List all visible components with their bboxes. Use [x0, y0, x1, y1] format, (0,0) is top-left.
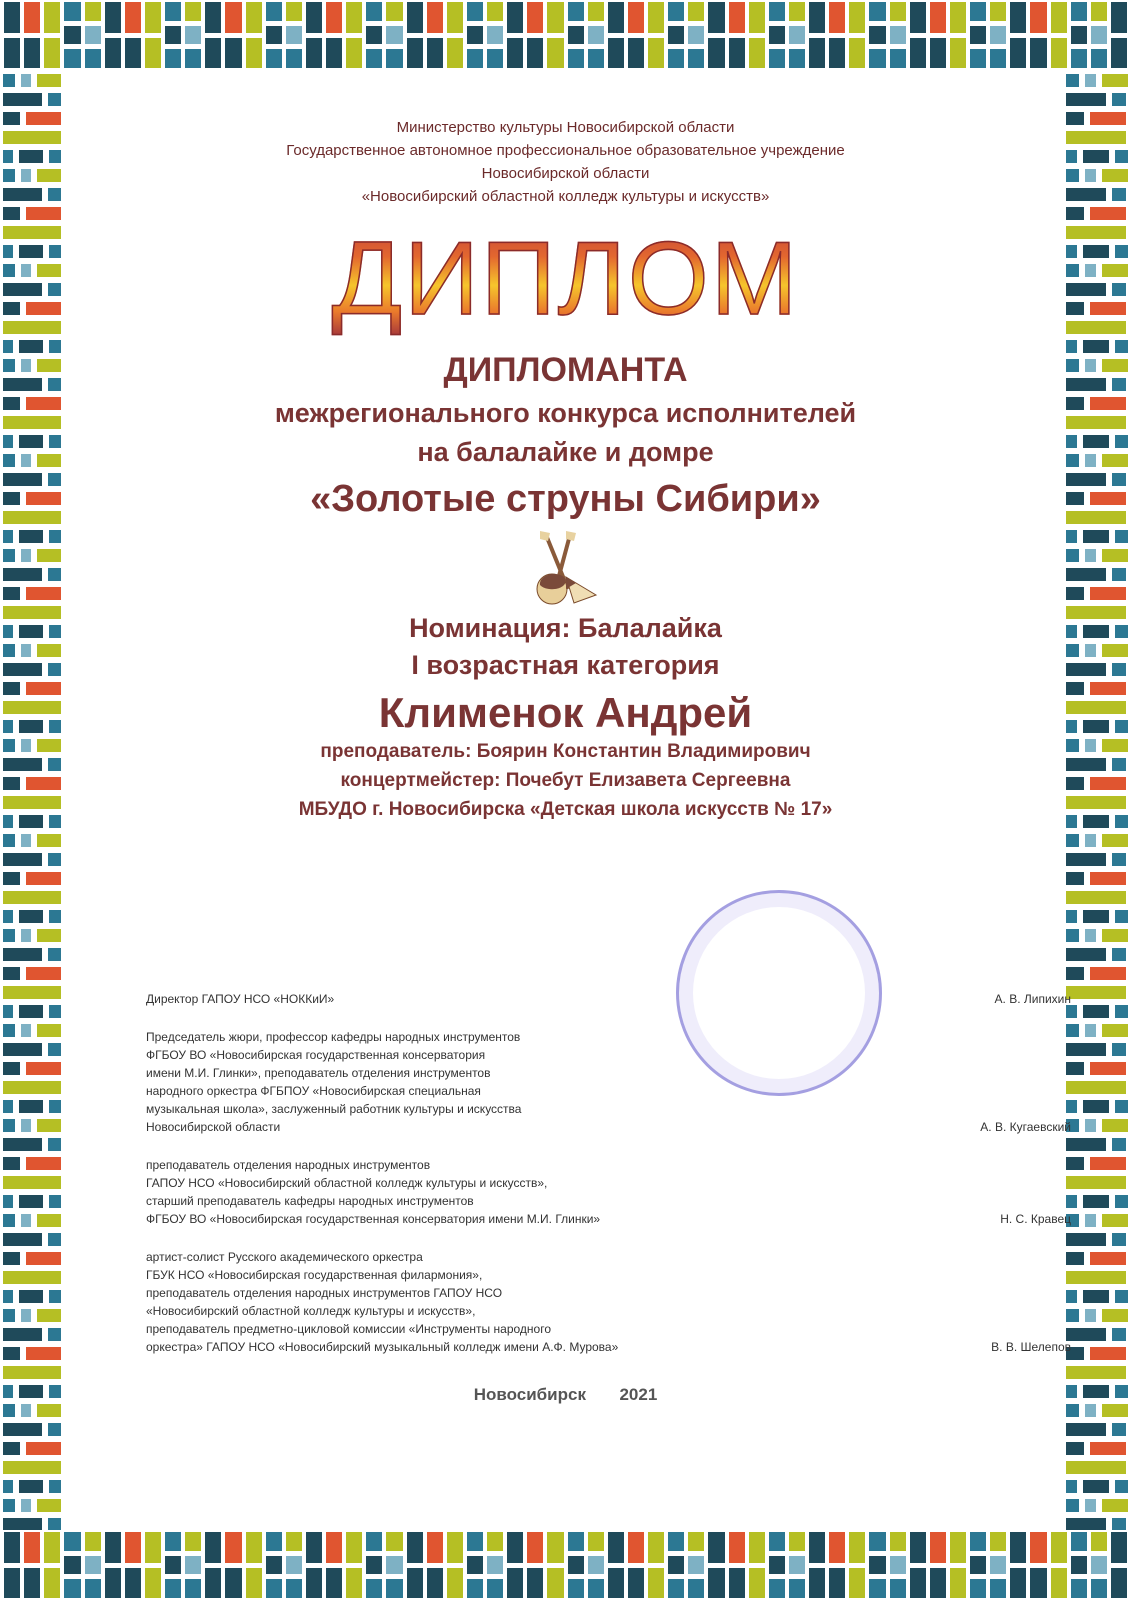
recipient-name: Клименок Андрей: [378, 689, 753, 736]
document-title: ДИПЛОМ: [70, 222, 1061, 337]
contest-line: межрегионального конкурса исполнителей: [274, 398, 857, 428]
teacher: преподаватель: Боярин Константин Владимирович: [320, 741, 811, 762]
signatory-title: Новосибирской области: [146, 1120, 281, 1134]
signature-block: [146, 1248, 1071, 1356]
signatory-title: преподаватель предметно-цикловой комиссии «Инструменты народного: [146, 1322, 551, 1336]
accompanist: концертмейстер: Почебут Елизавета Сергеевна: [340, 770, 791, 791]
signatory-title: артист-солист Русского академического оркестра: [146, 1250, 423, 1264]
balalaika-domra-icon: [526, 527, 606, 607]
signatory-name: А. В. Кугаевский: [980, 1120, 1071, 1134]
decorative-border-left: [0, 70, 64, 1530]
signatory-title: ГАПОУ НСО «Новосибирский областной колледж культуры и искусств»,: [146, 1176, 548, 1190]
city: Новосибирск: [473, 1385, 586, 1404]
signatory-title: Председатель жюри, профессор кафедры народных инструментов: [146, 1030, 521, 1044]
decorative-border-top: [0, 0, 1131, 70]
age-category: I возрастная категория: [411, 650, 720, 680]
signatory-title: преподаватель отделения народных инструментов ГАПОУ НСО: [146, 1286, 503, 1300]
nomination: Номинация: Балалайка: [409, 613, 722, 643]
issuer-line: Новосибирской области: [481, 165, 650, 182]
issuer-line: «Новосибирский областной колледж культуры и искусств»: [361, 188, 770, 205]
signatures-section: [146, 910, 1071, 1376]
signature-block: [146, 1156, 1071, 1228]
decorative-border-bottom: [0, 1530, 1131, 1600]
signatory-title: имени М.И. Глинки», преподаватель отделения инструментов: [146, 1066, 491, 1080]
degree-title: ДИПЛОМАНТА: [443, 351, 688, 389]
signatory-title: старший преподаватель кафедры народных инструментов: [146, 1194, 474, 1208]
year: 2021: [619, 1385, 658, 1404]
signatory-name: А. В. Липихин: [994, 992, 1071, 1006]
contest-line: на балалайке и домре: [417, 437, 714, 467]
signatory-name: В. В. Шелепов: [991, 1340, 1071, 1354]
signatory-title: Директор ГАПОУ НСО «НОККиИ»: [146, 992, 335, 1006]
signature-block: [146, 990, 1071, 1008]
signatory-title: ФГБОУ ВО «Новосибирская государственная консерватория имени М.И. Глинки»: [146, 1212, 601, 1226]
signatory-title: оркестра» ГАПОУ НСО «Новосибирский музыкальный колледж имени А.Ф. Мурова»: [146, 1340, 619, 1354]
signatory-title: ФГБОУ ВО «Новосибирская государственная консерватория: [146, 1048, 486, 1062]
school: МБУДО г. Новосибирска «Детская школа искусств № 17»: [298, 799, 833, 820]
signatory-name: Н. С. Кравец: [1000, 1212, 1071, 1226]
signatory-title: музыкальная школа», заслуженный работник культуры и искусства: [146, 1102, 522, 1116]
issuer-line: Министерство культуры Новосибирской области: [396, 119, 735, 136]
signature-block: [146, 1028, 1071, 1136]
signatory-title: преподаватель отделения народных инструментов: [146, 1158, 431, 1172]
contest-name: «Золотые струны Сибири»: [310, 478, 821, 520]
signatory-title: «Новосибирский областной колледж культуры и искусств»,: [146, 1304, 476, 1318]
decorative-border-right: [1063, 70, 1131, 1530]
issuer-line: Государственное автономное профессиональное образовательное учреждение: [286, 142, 845, 159]
issuer-header: [70, 116, 1061, 208]
signatory-title: ГБУК НСО «Новосибирская государственная филармония»,: [146, 1268, 483, 1282]
signatory-title: народного оркестра ФГБПОУ «Новосибирская специальная: [146, 1084, 481, 1098]
place-and-date: [0, 1385, 1131, 1405]
